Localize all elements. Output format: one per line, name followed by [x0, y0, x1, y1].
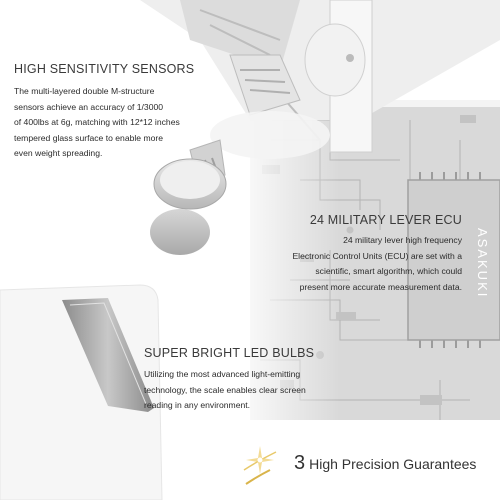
body-line: reading in any environment. — [144, 400, 251, 410]
body-line: Utilizing the most advanced light-emitting — [144, 369, 301, 379]
guarantee-count: 3 — [294, 452, 306, 474]
body-line: 24 military lever high frequency — [343, 235, 462, 245]
scale-corner — [0, 285, 162, 500]
guarantee-label: High Precision Guarantees — [309, 455, 477, 472]
section-super-bright-led-bulbs — [144, 346, 374, 414]
body-line: technology, the scale enables clear screen — [144, 384, 306, 395]
section-high-sensitivity-sensors — [14, 62, 219, 162]
section-heading: 24 MILITARY LEVER ECU — [309, 213, 462, 227]
section-body — [144, 367, 374, 414]
footer-guarantees — [294, 452, 476, 475]
body-line: scientific, smart algorithm, which could — [315, 266, 462, 276]
section-heading: SUPER BRIGHT LED BULBS — [144, 346, 315, 360]
section-body — [232, 233, 462, 295]
body-line: even weight spreading. — [14, 148, 103, 158]
section-body — [14, 84, 219, 162]
chip-brand-text: ASAKUKI — [475, 228, 490, 299]
body-line: The multi-layered double M-structure — [14, 86, 155, 96]
section-heading: HIGH SENSITIVITY SENSORS — [14, 62, 195, 76]
section-military-lever-ecu — [232, 213, 462, 295]
body-line: sensors achieve an accuracy of 1/3000 — [14, 101, 164, 112]
body-line: Electronic Control Units (ECU) are set with a — [292, 250, 462, 261]
body-line: of 400lbs at 6g, matching with 12*12 inches — [14, 117, 180, 127]
body-line: present more accurate measurement data. — [299, 281, 462, 292]
body-line: tempered glass surface to enable more — [14, 132, 164, 143]
sparkle-icon — [236, 440, 284, 490]
